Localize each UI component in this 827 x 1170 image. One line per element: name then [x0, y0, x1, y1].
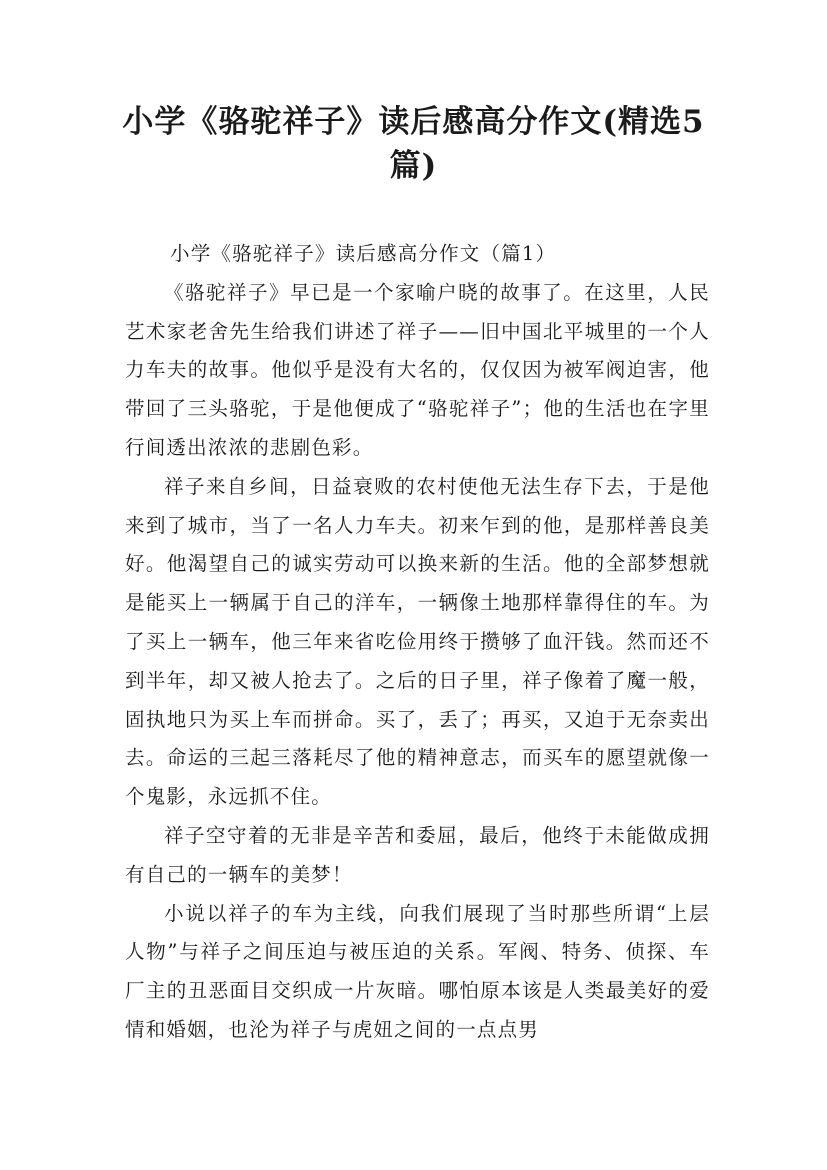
- paragraph-1: 《骆驼祥子》早已是一个家喻户晓的故事了。在这里，人民艺术家老舍先生给我们讲述了祥子——旧中国北平城里的一个人力车夫的故事。他似乎是没有大名的，仅仅因为被军阀迫害，他带回了三头骆驼，于是他便成了“骆驼祥子”；他的生活也在字里行间透出浓浓的悲剧色彩。: [125, 280, 710, 459]
- paragraph-3: 祥子空守着的无非是辛苦和委屈，最后，他终于未能做成拥有自己的一辆车的美梦！: [125, 823, 710, 886]
- paragraph-2: 祥子来自乡间，日益衰败的农村使他无法生存下去，于是他来到了城市，当了一名人力车夫。初来乍到的他，是那样善良美好。他渴望自己的诚实劳动可以换来新的生活。他的全部梦想就是能买上一辆属于自己的洋车，一辆像土地那样靠得住的车。为了买上一辆车，他三年来省吃俭用终于攒够了血汗钱。然而还不到半年，却又被人抢去了。之后的日子里，祥子像着了魔一般，固执地只为买上车而拼命。买了，丢了；再买，又迫于无奈卖出去。命运的三起三落耗尽了他的精神意志，而买车的愿望就像一个鬼影，永远抓不住。: [125, 474, 710, 809]
- section-subtitle: 小学《骆驼祥子》读后感高分作文（篇1）: [170, 242, 557, 265]
- paragraph-4: 小说以祥子的车为主线，向我们展现了当时那些所谓“上层人物”与祥子之间压迫与被压迫的关系。军阀、特务、侦探、车厂主的丑恶面目交织成一片灰暗。哪怕原本该是人类最美好的爱情和婚姻，也沦为祥子与虎妞之间的一点点男: [125, 901, 710, 1041]
- document-title: 小学《骆驼祥子》读后感高分作文(精选5篇): [122, 104, 705, 184]
- document-body: [125, 235, 710, 1050]
